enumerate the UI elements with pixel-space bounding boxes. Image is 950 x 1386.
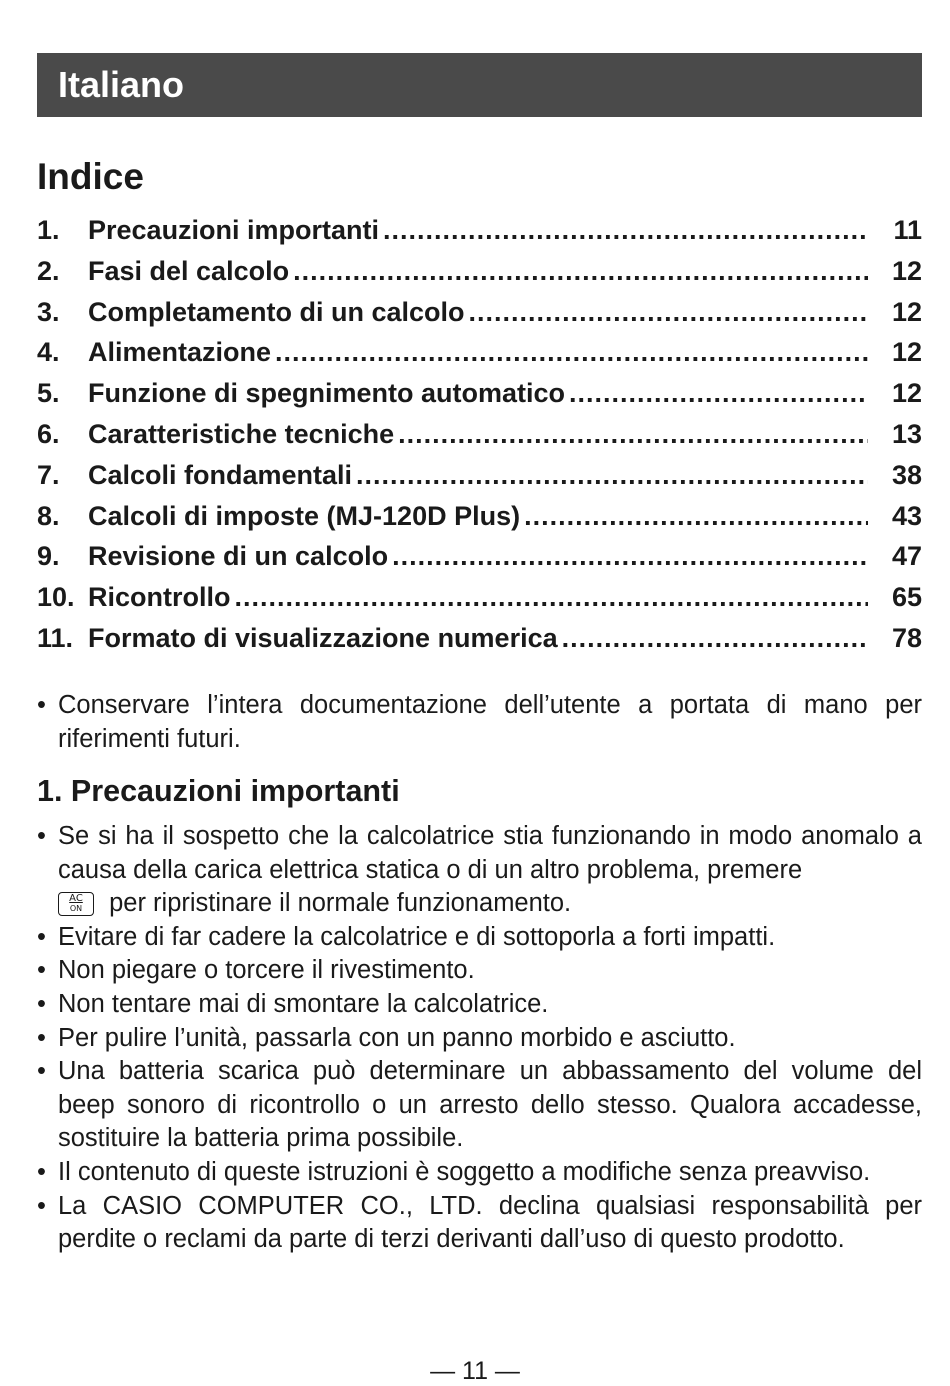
toc-entry-number: 10. <box>37 582 75 613</box>
toc-entry-number: 11. <box>37 622 74 653</box>
precaution-text: Una batteria scarica può determinare un abbassamento del volume del beep sonoro di ricontrollo o un arresto dello stesso. Qualora accadesse, sostituire la batteria prima possibile. <box>58 1057 922 1153</box>
toc-leader-dots <box>392 536 868 576</box>
language-label: Italiano <box>58 64 185 105</box>
key-label-top: AC <box>69 893 83 905</box>
bullet-icon: • <box>37 822 46 850</box>
toc-entry-number: 2. <box>37 255 60 286</box>
language-banner <box>37 53 922 117</box>
ac-on-key-icon <box>58 892 94 916</box>
toc-leader-dots <box>524 496 868 536</box>
toc-entry-number: 4. <box>37 337 60 368</box>
index-title: Indice <box>37 156 144 197</box>
bullet-icon: • <box>37 1191 46 1220</box>
toc-leader-dots <box>356 455 868 495</box>
toc-entry[interactable] <box>37 251 922 292</box>
precaution-text: Non tentare mai di smontare la calcolatrice. <box>58 989 549 1018</box>
toc-leader-dots <box>383 210 868 250</box>
toc-entry-label: Revisione di un calcolo <box>88 541 389 572</box>
bullet-icon: • <box>37 922 46 951</box>
toc-entry[interactable] <box>37 577 922 618</box>
section-heading: 1. Precauzioni importanti <box>37 774 400 808</box>
toc-leader-dots <box>275 332 868 372</box>
precaution-text: Se si ha il sospetto che la calcolatrice stia funzionando in modo anomalo a causa della carica elettrica statica o di un altro problema, premere <box>58 822 922 884</box>
documentation-note <box>37 688 922 756</box>
bullet-icon: • <box>37 1057 46 1086</box>
list-item <box>37 954 922 988</box>
toc-entry-label: Alimentazione <box>88 337 272 368</box>
bullet-icon: • <box>37 956 46 985</box>
precaution-text: per ripristinare il normale funzionamento. <box>109 889 572 918</box>
bullet-icon: • <box>37 691 46 719</box>
precaution-text: Il contenuto di queste istruzioni è soggetto a modifiche senza preavviso. <box>58 1157 871 1186</box>
toc-entry-label: Fasi del calcolo <box>88 255 290 286</box>
toc-entry-page: 11 <box>893 215 922 245</box>
toc-entry-page: 13 <box>891 418 922 449</box>
toc-entry-page: 12 <box>891 337 922 368</box>
toc-entry-label: Ricontrollo <box>88 582 231 613</box>
list-item <box>37 921 922 955</box>
list-item <box>37 1055 922 1156</box>
toc-entry[interactable] <box>37 496 922 537</box>
key-label-bottom: ON <box>69 904 83 914</box>
toc-entry-number: 8. <box>37 500 60 531</box>
toc-entry-page: 12 <box>891 296 922 327</box>
toc-entry-number: 9. <box>37 541 60 572</box>
toc-entry-number: 5. <box>37 378 60 409</box>
precaution-text: Evitare di far cadere la calcolatrice e di sottoporla a forti impatti. <box>58 922 776 951</box>
toc-entry[interactable] <box>37 618 922 659</box>
toc-entry[interactable] <box>37 210 922 251</box>
toc-leader-dots <box>293 251 868 291</box>
toc-leader-dots <box>469 292 868 332</box>
toc-leader-dots <box>398 414 868 454</box>
table-of-contents <box>37 210 922 659</box>
toc-entry-page: 12 <box>891 255 922 286</box>
toc-entry-label: Caratteristiche tecniche <box>88 418 395 449</box>
toc-entry-page: 78 <box>891 622 922 653</box>
toc-entry-label: Funzione di spegnimento automatico <box>88 378 566 409</box>
toc-entry[interactable] <box>37 536 922 577</box>
bullet-icon: • <box>37 1023 46 1052</box>
list-item <box>37 1156 922 1190</box>
toc-entry[interactable] <box>37 455 922 496</box>
note-text: Conservare l’intera documentazione dell’utente a portata di mano per riferimenti futuri. <box>58 691 922 753</box>
toc-entry[interactable] <box>37 332 922 373</box>
list-item <box>37 1190 922 1257</box>
toc-leader-dots <box>562 618 868 658</box>
toc-entry-page: 12 <box>891 378 922 409</box>
toc-entry[interactable] <box>37 414 922 455</box>
toc-entry-number: 3. <box>37 296 60 327</box>
toc-entry-number: 7. <box>37 459 60 490</box>
toc-entry-page: 38 <box>891 459 922 490</box>
toc-entry-page: 47 <box>891 541 922 572</box>
list-item <box>37 988 922 1022</box>
list-item <box>37 688 922 756</box>
list-item <box>37 820 922 921</box>
toc-entry-label: Precauzioni importanti <box>88 215 380 245</box>
toc-entry-label: Formato di visualizzazione numerica <box>88 622 558 653</box>
toc-entry[interactable] <box>37 373 922 414</box>
page-number: — 11 — <box>430 1357 520 1385</box>
toc-entry-page: 43 <box>891 500 922 531</box>
bullet-icon: • <box>37 1157 46 1186</box>
toc-entry[interactable] <box>37 292 922 333</box>
toc-entry-label: Completamento di un calcolo <box>88 296 465 327</box>
toc-entry-label: Calcoli di imposte (MJ-120D Plus) <box>88 500 521 531</box>
precaution-text: La CASIO COMPUTER CO., LTD. declina qualsiasi responsabilità per perdite o reclami da parte di terzi derivanti dall’uso di questo prodotto. <box>58 1191 922 1254</box>
toc-leader-dots <box>235 577 869 617</box>
precautions-list <box>37 820 922 1257</box>
bullet-icon: • <box>37 989 46 1018</box>
toc-entry-number: 6. <box>37 418 60 449</box>
toc-entry-label: Calcoli fondamentali <box>88 459 353 490</box>
toc-entry-number: 1. <box>37 215 60 245</box>
precaution-text: Non piegare o torcere il rivestimento. <box>58 956 475 985</box>
list-item <box>37 1022 922 1056</box>
precaution-text: Per pulire l’unità, passarla con un panno morbido e asciutto. <box>58 1023 736 1052</box>
toc-leader-dots <box>569 373 868 413</box>
toc-entry-page: 65 <box>891 582 922 613</box>
